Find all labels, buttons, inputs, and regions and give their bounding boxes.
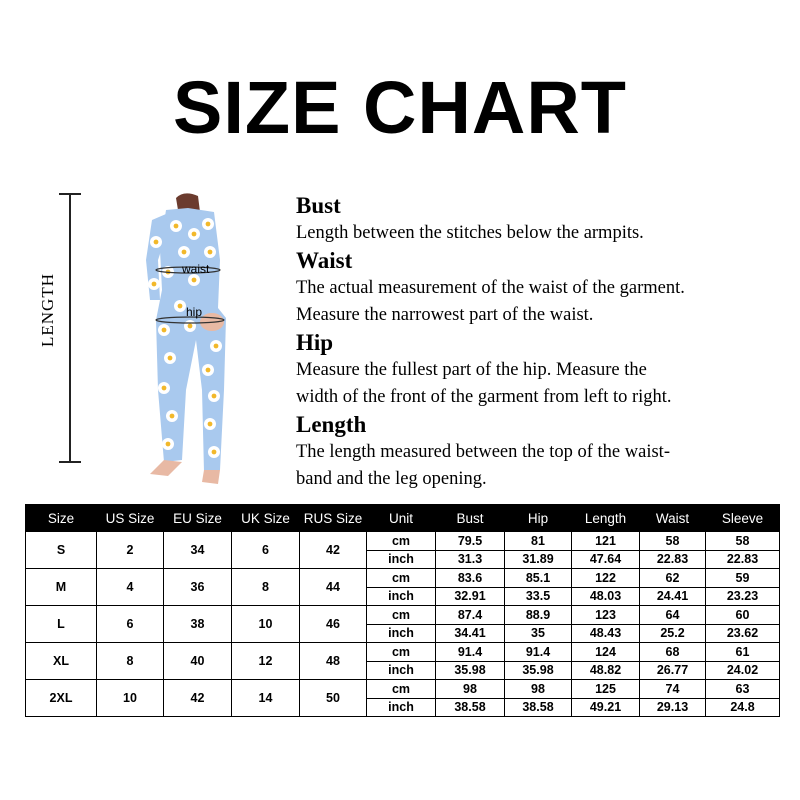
waist-cell: 26.77	[640, 661, 706, 680]
header-bust: Bust	[436, 505, 505, 532]
sleeve-cell: 22.83	[706, 550, 780, 569]
size-cell: M	[26, 569, 97, 606]
eu-size-cell: 34	[164, 532, 232, 569]
unit-cell: inch	[367, 661, 436, 680]
sleeve-cell: 58	[706, 532, 780, 551]
eu-size-cell: 42	[164, 680, 232, 717]
table-header-row	[26, 505, 780, 532]
hip-label: hip	[186, 305, 203, 319]
length-cell: 121	[572, 532, 640, 551]
size-cell: L	[26, 606, 97, 643]
hip-cell: 88.9	[505, 606, 572, 625]
hip-cell: 85.1	[505, 569, 572, 588]
waist-text-line-1: The actual measurement of the waist of the garment.	[296, 278, 685, 298]
table-row	[26, 643, 780, 662]
rus-size-cell: 50	[300, 680, 367, 717]
unit-cell: cm	[367, 569, 436, 588]
bust-cell: 35.98	[436, 661, 505, 680]
table-row	[26, 569, 780, 588]
unit-cell: cm	[367, 680, 436, 699]
hip-cell: 35.98	[505, 661, 572, 680]
sleeve-cell: 24.02	[706, 661, 780, 680]
length-label-text: LENGTH	[38, 273, 57, 347]
header-eu-size: EU Size	[164, 505, 232, 532]
table-row	[26, 680, 780, 699]
length-text-line-1: The length measured between the top of the waist-	[296, 442, 670, 462]
header-hip: Hip	[505, 505, 572, 532]
size-cell: XL	[26, 643, 97, 680]
garment-figure	[128, 190, 248, 490]
size-cell: S	[26, 532, 97, 569]
uk-size-cell: 12	[232, 643, 300, 680]
table-row	[26, 606, 780, 625]
us-size-cell: 4	[97, 569, 164, 606]
eu-size-cell: 36	[164, 569, 232, 606]
header-length: Length	[572, 505, 640, 532]
uk-size-cell: 14	[232, 680, 300, 717]
header-size: Size	[26, 505, 97, 532]
uk-size-cell: 6	[232, 532, 300, 569]
length-cell: 123	[572, 606, 640, 625]
length-cell: 47.64	[572, 550, 640, 569]
waist-text-line-2: Measure the narrowest part of the waist.	[296, 305, 594, 325]
rus-size-cell: 48	[300, 643, 367, 680]
waist-heading: Waist	[296, 248, 353, 273]
waist-cell: 22.83	[640, 550, 706, 569]
waist-label: waist	[182, 262, 210, 276]
rus-size-cell: 44	[300, 569, 367, 606]
waist-cell: 25.2	[640, 624, 706, 643]
bust-cell: 91.4	[436, 643, 505, 662]
length-cell: 49.21	[572, 698, 640, 717]
eu-size-cell: 40	[164, 643, 232, 680]
bust-cell: 38.58	[436, 698, 505, 717]
rus-size-cell: 46	[300, 606, 367, 643]
header-unit: Unit	[367, 505, 436, 532]
unit-cell: cm	[367, 643, 436, 662]
length-cell: 122	[572, 569, 640, 588]
length-cell: 48.43	[572, 624, 640, 643]
bust-cell: 87.4	[436, 606, 505, 625]
bust-text-line-1: Length between the stitches below the armpits.	[296, 223, 644, 243]
waist-cell: 74	[640, 680, 706, 699]
uk-size-cell: 8	[232, 569, 300, 606]
sleeve-cell: 60	[706, 606, 780, 625]
length-indicator-top-cap	[59, 193, 81, 195]
unit-cell: inch	[367, 550, 436, 569]
bust-cell: 32.91	[436, 587, 505, 606]
uk-size-cell: 10	[232, 606, 300, 643]
model-foot-right	[202, 470, 220, 484]
sleeve-cell: 59	[706, 569, 780, 588]
unit-cell: inch	[367, 624, 436, 643]
waist-cell: 24.41	[640, 587, 706, 606]
bust-heading: Bust	[296, 193, 341, 218]
header-waist: Waist	[640, 505, 706, 532]
waist-cell: 68	[640, 643, 706, 662]
header-rus-size: RUS Size	[300, 505, 367, 532]
hip-cell: 91.4	[505, 643, 572, 662]
eu-size-cell: 38	[164, 606, 232, 643]
hip-cell: 98	[505, 680, 572, 699]
rus-size-cell: 42	[300, 532, 367, 569]
hip-cell: 35	[505, 624, 572, 643]
waist-cell: 64	[640, 606, 706, 625]
jumpsuit-body	[156, 208, 226, 472]
hip-cell: 31.89	[505, 550, 572, 569]
size-table	[25, 504, 780, 717]
unit-cell: inch	[367, 587, 436, 606]
hip-cell: 81	[505, 532, 572, 551]
unit-cell: cm	[367, 532, 436, 551]
length-text-line-2: band and the leg opening.	[296, 469, 487, 489]
waist-cell: 62	[640, 569, 706, 588]
length-cell: 48.82	[572, 661, 640, 680]
length-heading: Length	[296, 412, 367, 437]
sleeve-cell: 24.8	[706, 698, 780, 717]
us-size-cell: 10	[97, 680, 164, 717]
length-indicator-line	[69, 194, 71, 462]
size-cell: 2XL	[26, 680, 97, 717]
bust-cell: 31.3	[436, 550, 505, 569]
sleeve-cell: 63	[706, 680, 780, 699]
sleeve-cell: 23.62	[706, 624, 780, 643]
sleeve-cell: 23.23	[706, 587, 780, 606]
measurement-descriptions	[296, 192, 791, 493]
us-size-cell: 6	[97, 606, 164, 643]
us-size-cell: 2	[97, 532, 164, 569]
sleeve-cell: 61	[706, 643, 780, 662]
table-row	[26, 532, 780, 551]
unit-cell: cm	[367, 606, 436, 625]
page-title: SIZE CHART	[173, 66, 627, 149]
length-cell: 48.03	[572, 587, 640, 606]
table-body	[26, 532, 780, 717]
length-indicator-bottom-cap	[59, 461, 81, 463]
bust-cell: 98	[436, 680, 505, 699]
us-size-cell: 8	[97, 643, 164, 680]
hip-cell: 33.5	[505, 587, 572, 606]
header-uk-size: UK Size	[232, 505, 300, 532]
hip-heading: Hip	[296, 330, 334, 355]
bust-cell: 34.41	[436, 624, 505, 643]
model-foot-left	[150, 460, 182, 476]
header-us-size: US Size	[97, 505, 164, 532]
hip-cell: 38.58	[505, 698, 572, 717]
waist-cell: 58	[640, 532, 706, 551]
bust-cell: 79.5	[436, 532, 505, 551]
hip-text-line-1: Measure the fullest part of the hip. Measure the	[296, 360, 647, 380]
header-sleeve: Sleeve	[706, 505, 780, 532]
length-cell: 124	[572, 643, 640, 662]
hip-text-line-2: width of the front of the garment from left to right.	[296, 387, 672, 407]
unit-cell: inch	[367, 698, 436, 717]
bust-cell: 83.6	[436, 569, 505, 588]
length-cell: 125	[572, 680, 640, 699]
waist-cell: 29.13	[640, 698, 706, 717]
